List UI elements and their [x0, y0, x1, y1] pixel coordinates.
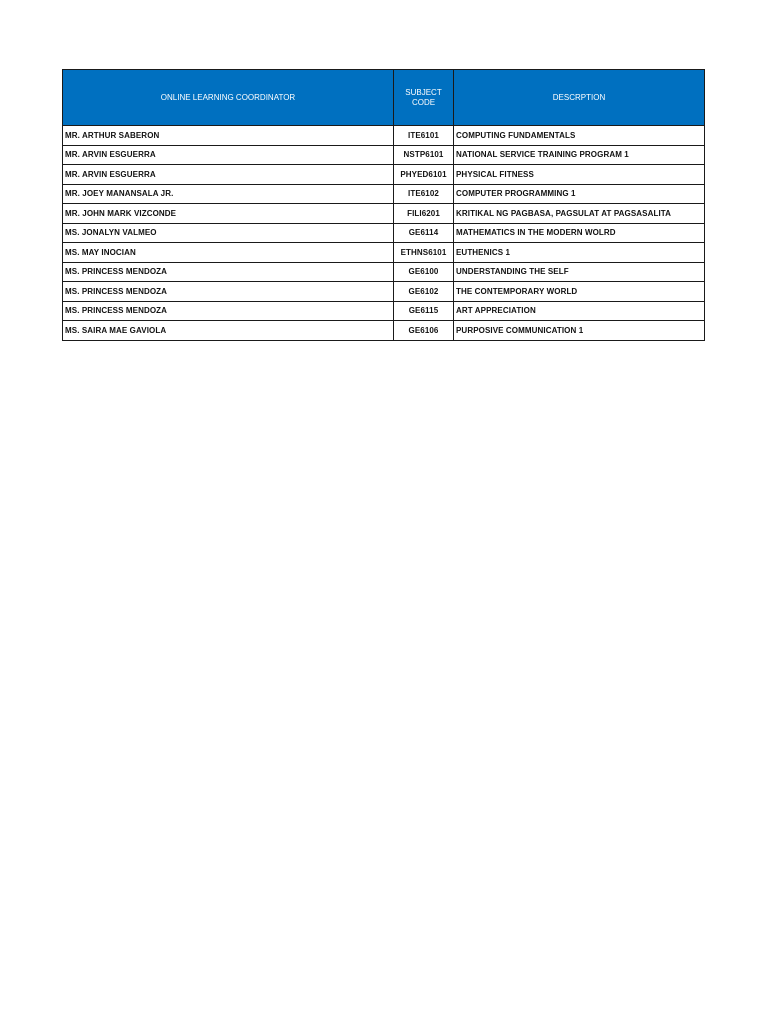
cell-subject-code: PHYED6101 — [394, 165, 454, 185]
cell-subject-code: NSTP6101 — [394, 145, 454, 165]
table-row — [63, 262, 705, 282]
header-coordinator-label: ONLINE LEARNING COORDINATOR — [160, 92, 296, 102]
header-row — [63, 70, 705, 126]
cell-subject-code: GE6100 — [394, 262, 454, 282]
cell-description: PHYSICAL FITNESS — [454, 165, 705, 185]
table-row — [63, 282, 705, 302]
cell-subject-code: FILI6201 — [394, 204, 454, 224]
table-row — [63, 223, 705, 243]
cell-description: KRITIKAL NG PAGBASA, PAGSULAT AT PAGSASALITA — [454, 204, 705, 224]
header-coordinator — [63, 70, 394, 126]
table-body — [63, 126, 705, 341]
table-row — [63, 204, 705, 224]
table-row — [63, 301, 705, 321]
cell-description: EUTHENICS 1 — [454, 243, 705, 263]
table-row — [63, 243, 705, 263]
header-subject-code — [394, 70, 454, 126]
table-header — [63, 70, 705, 126]
cell-description: COMPUTING FUNDAMENTALS — [454, 126, 705, 146]
table-row — [63, 165, 705, 185]
cell-description: MATHEMATICS IN THE MODERN WOLRD — [454, 223, 705, 243]
cell-subject-code: ETHNS6101 — [394, 243, 454, 263]
cell-coordinator: MR. JOEY MANANSALA JR. — [63, 184, 394, 204]
header-subject-code-line2: CODE — [411, 97, 436, 107]
cell-coordinator: MS. JONALYN VALMEO — [63, 223, 394, 243]
cell-description: THE CONTEMPORARY WORLD — [454, 282, 705, 302]
header-description — [454, 70, 705, 126]
cell-description: COMPUTER PROGRAMMING 1 — [454, 184, 705, 204]
header-subject-code-line1: SUBJECT — [405, 87, 442, 97]
table-row — [63, 126, 705, 146]
header-description-label: DESCRPTION — [552, 92, 606, 102]
coordinator-table — [62, 69, 705, 341]
cell-subject-code: GE6114 — [394, 223, 454, 243]
cell-coordinator: MR. ARVIN ESGUERRA — [63, 145, 394, 165]
cell-coordinator: MR. JOHN MARK VIZCONDE — [63, 204, 394, 224]
cell-subject-code: GE6102 — [394, 282, 454, 302]
cell-description: PURPOSIVE COMMUNICATION 1 — [454, 321, 705, 341]
cell-coordinator: MS. MAY INOCIAN — [63, 243, 394, 263]
cell-coordinator: MS. PRINCESS MENDOZA — [63, 282, 394, 302]
cell-description: ART APPRECIATION — [454, 301, 705, 321]
cell-coordinator: MS. PRINCESS MENDOZA — [63, 262, 394, 282]
cell-description: NATIONAL SERVICE TRAINING PROGRAM 1 — [454, 145, 705, 165]
cell-subject-code: ITE6101 — [394, 126, 454, 146]
cell-coordinator: MS. SAIRA MAE GAVIOLA — [63, 321, 394, 341]
cell-coordinator: MR. ARTHUR SABERON — [63, 126, 394, 146]
table-row — [63, 145, 705, 165]
table-row — [63, 321, 705, 341]
table-row — [63, 184, 705, 204]
cell-coordinator: MS. PRINCESS MENDOZA — [63, 301, 394, 321]
cell-coordinator: MR. ARVIN ESGUERRA — [63, 165, 394, 185]
cell-subject-code: GE6106 — [394, 321, 454, 341]
cell-subject-code: ITE6102 — [394, 184, 454, 204]
cell-description: UNDERSTANDING THE SELF — [454, 262, 705, 282]
cell-subject-code: GE6115 — [394, 301, 454, 321]
